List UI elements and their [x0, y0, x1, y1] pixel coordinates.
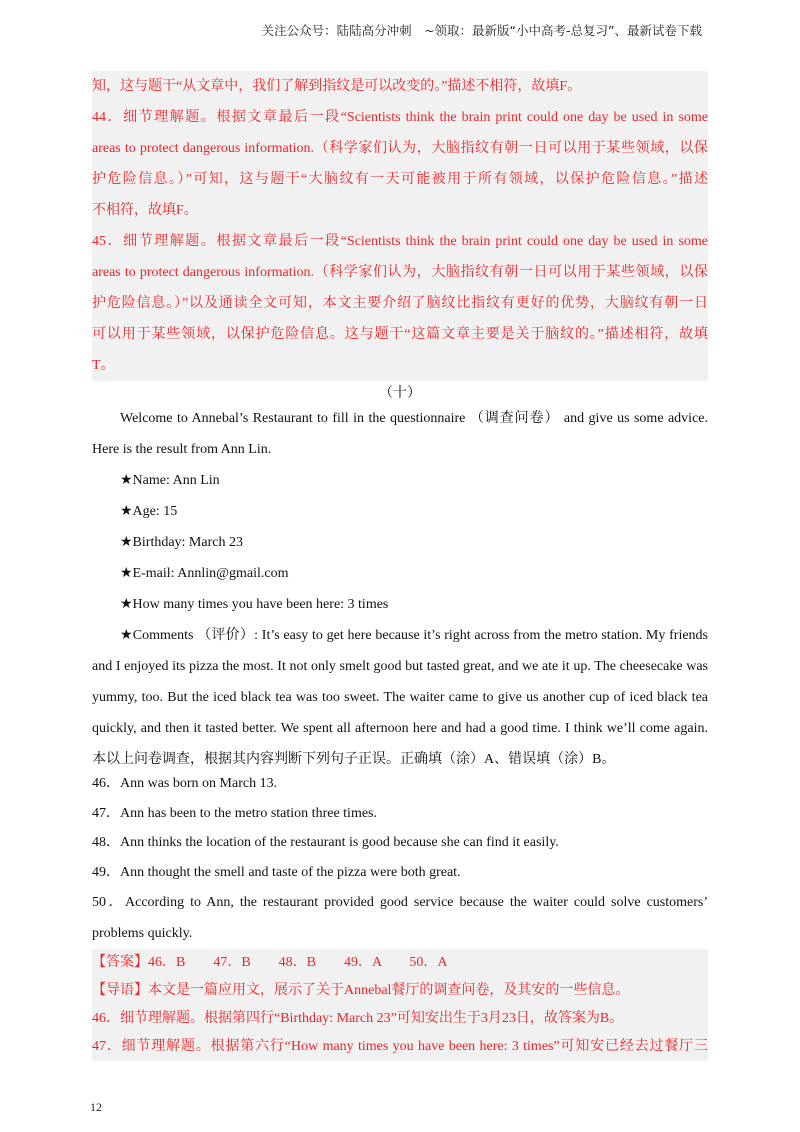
question-item: 47．Ann has been to the metro station three times.: [92, 805, 377, 821]
explanation-line: areas to protect dangerous information.（科学家们认为，大脑指纹有朝一日可以用于某些领域，以保: [92, 141, 708, 156]
question-item: 50．According to Ann, the restaurant provided good service because the waiter could solve customers’: [92, 895, 708, 910]
passage-intro-line: Here is the result from Ann Lin.: [92, 442, 272, 457]
comments-line: quickly, and then it tasted better. We spent all afternoon here and had a good time. I think we’ll come again.: [92, 721, 708, 736]
questionnaire-field: ★Age: 15: [120, 504, 178, 519]
explanation-line: 44．细节理解题。根据文章最后一段“Scientists think the brain print could one day be used in some: [92, 110, 708, 125]
page-header: 关注公众号：陆陆高分冲刺 ~领取：最新版“小中高考-总复习”、最新试卷下载: [261, 23, 702, 38]
answer-explanation: 46．细节理解题。根据第四行“Birthday: March 23”可知安出生于3月23日，故答案为B。: [92, 1011, 624, 1026]
page-number: 12: [90, 1100, 102, 1114]
questionnaire-field: ★Name: Ann Lin: [120, 473, 220, 488]
explanation-line: T。: [92, 358, 115, 373]
question-item: 49．Ann thought the smell and taste of the pizza were both great.: [92, 864, 461, 880]
passage-intro-line: Welcome to Annebal’s Restaurant to fill in the questionnaire （调查问卷） and give us some advice.: [120, 411, 708, 426]
instruction: 本以上问卷调查，根据其内容判断下列句子正误。正确填（涂）A、错误填（涂）B。: [92, 752, 616, 767]
top-explanation-block: [92, 71, 708, 381]
passage: [92, 403, 708, 775]
question-item: 46．Ann was born on March 13.: [92, 776, 278, 791]
answer-explanation: 47．细节理解题。根据第六行“How many times you have been here: 3 times”可知安已经去过餐厅三: [92, 1039, 708, 1054]
explanation-line: 45．细节理解题。根据文章最后一段“Scientists think the brain print could one day be used in some: [92, 234, 708, 249]
explanation-line: areas to protect dangerous information.（科学家们认为，大脑指纹有朝一日可以用于某些领域，以保: [92, 265, 708, 280]
guide-text: 【导语】本文是一篇应用文，展示了关于Annebal餐厅的调查问卷，及其安的一些信息。: [92, 983, 630, 998]
questionnaire-field: ★E-mail: Annlin@gmail.com: [120, 566, 289, 581]
comments-line: yummy, too. But the iced black tea was too sweet. The waiter came to give us another cup of iced black tea: [92, 690, 708, 705]
explanation-line: 不相符，故填F。: [92, 203, 198, 218]
answer-key: 【答案】46．B 47．B 48．B 49．A 50．A: [92, 955, 448, 970]
comments-line: ★Comments （评价）: It’s easy to get here because it’s right across from the metro station. My friends: [120, 628, 708, 643]
question-item: problems quickly.: [92, 926, 193, 941]
explanation-line: 护危险信息。）”以及通读全文可知，本文主要介绍了脑纹比指纹有更好的优势，大脑纹有朝一日: [92, 296, 708, 311]
comments-line: and I enjoyed its pizza the most. It not only smelt good but tasted great, and we ate it up. The cheesecake was: [92, 659, 708, 674]
explanation-line: 护危险信息。）”可知，这与题干“大脑纹有一天可能被用于所有领域，以保护危险信息。”描述: [92, 172, 708, 187]
questions: [92, 769, 708, 950]
questionnaire-field: ★How many times you have been here: 3 times: [120, 597, 389, 612]
explanation-line: 知，这与题干“从文章中，我们了解到指纹是可以改变的。”描述不相符，故填F。: [92, 79, 582, 94]
section-title: （十）: [379, 386, 421, 401]
answer-block: [92, 949, 708, 1061]
question-item: 48．Ann thinks the location of the restaurant is good because she can find it easily.: [92, 835, 559, 850]
questionnaire-field: ★Birthday: March 23: [120, 535, 243, 550]
explanation-line: 可以用于某些领域，以保护危险信息。这与题干“这篇文章主要是关于脑纹的。”描述相符，故填: [92, 327, 708, 342]
